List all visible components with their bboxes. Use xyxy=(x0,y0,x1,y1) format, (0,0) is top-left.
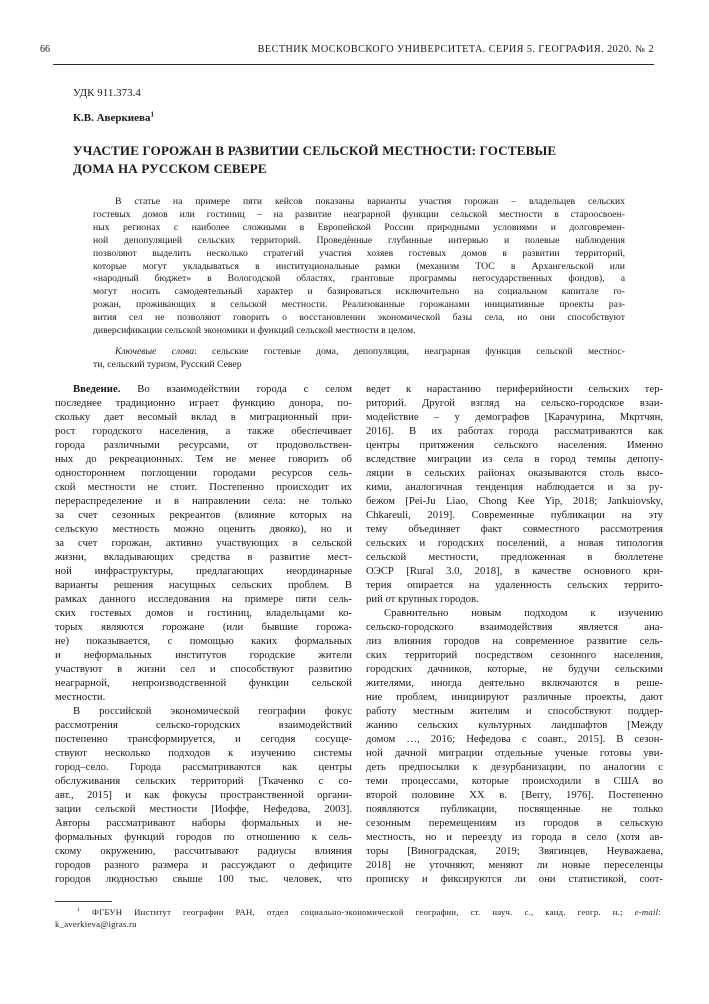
text-line: риторий. Другой взгляд на сельско-городское взаи- xyxy=(366,397,663,409)
text-segment: Ключевые слова xyxy=(115,346,195,357)
text-line: ной депопуляцией сельских территорий. Проведённые глубинные интервью и полевые наблюдения xyxy=(93,234,625,246)
text-line: В статье на примере пяти кейсов показаны варианты участия горожан – владельцев сельских xyxy=(115,196,625,207)
text-line: сельской местности, предложенная в бюллетене xyxy=(366,551,663,563)
text-line: не) показывается, с помощью каких формальных xyxy=(55,635,352,647)
text-line: участвуют в жизни сел и способствуют развитию xyxy=(55,663,352,675)
text-line: за счет горожан, активно участвующих в сельской xyxy=(55,537,352,549)
text-line: гостевых домов или гостиниц – на развитие неаграрной функции сельской местности в староосвоен- xyxy=(93,208,625,220)
body-columns xyxy=(55,382,663,886)
text-line: диверсификации сельской экономики и функций сельской местности в целом. xyxy=(93,325,416,337)
text-line: рассмотрения сельско-городских взаимодействий xyxy=(55,719,352,731)
text-line: городов разного размера и рассуждают о дефиците xyxy=(55,859,352,871)
text-line: городских дачников, которые, не будучи сельскими xyxy=(366,663,663,675)
text-segment: Введение. xyxy=(73,383,121,395)
running-head: ВЕСТНИК МОСКОВСКОГО УНИВЕРСИТЕТА. СЕРИЯ 5. ГЕОГРАФИЯ. 2020. № 2 xyxy=(257,44,654,55)
text-line: варианты решения насущных сельских проблем. В xyxy=(55,579,352,591)
text-line: вследствие миграции из села в город темпы депопу- xyxy=(366,453,663,465)
text-line: ствуют несколько подходов к изучению системы xyxy=(55,747,352,759)
text-line: ти, сельский туризм, Русский Север xyxy=(93,358,242,370)
text-line: работу местным жителям и способствуют поддер- xyxy=(366,705,663,717)
text-line: сезонным перемещениям из городов в сельскую xyxy=(366,817,663,829)
text-line: города различными ресурсами, от продовольствен- xyxy=(55,439,352,451)
text-line: лиз влияния городов на современное развитие сель- xyxy=(366,635,663,647)
title-line-2: ДОМА НА РУССКОМ СЕВЕРЕ xyxy=(73,161,267,176)
text-line: ских гостевых домов и гостиниц, владельцами ко- xyxy=(55,607,352,619)
author-footnote-mark: 1 xyxy=(150,110,155,119)
text-line: позволяют выделить несколько стратегий участия хозяев гостевых домов в развитии территорий, xyxy=(93,247,625,259)
page-header xyxy=(40,44,654,55)
text-line: ных регионах с наиболее сложными в Европейской России природными условиями и долговремен- xyxy=(93,221,625,233)
text-line: местности. xyxy=(55,691,106,703)
abstract-block xyxy=(93,196,625,338)
text-line: Сравнительно новым подходом к изучению xyxy=(384,607,663,619)
title-line-1: УЧАСТИЕ ГОРОЖАН В РАЗВИТИИ СЕЛЬСКОЙ МЕСТНОСТИ: ГОСТЕВЫЕ xyxy=(73,143,557,158)
text-line: скольку дает весомый вклад в миграционный при- xyxy=(55,411,352,423)
text-line: последнее традиционно играет функцию донора, по- xyxy=(55,397,352,409)
text-line: зации сельской местности [Иоффе, Нефедова, 2003]. xyxy=(55,803,352,815)
text-line: домом …, 2016; Нефедова с соавт., 2015]. В сезон- xyxy=(366,733,663,745)
text-line: ние проблем, инициируют различные проекты, дают xyxy=(366,691,663,703)
udc-label: УДК 911.373.4 xyxy=(73,87,141,99)
text-line: торы [Виноградская, 2019; Звягинцев, Неуважаева, xyxy=(366,845,663,857)
text-line: сельско-городского взаимодействия является ана- xyxy=(366,621,663,633)
text-line: 2018] не уточняют, меняют ли новые переселенцы xyxy=(366,859,663,871)
text-line: жителями, иногда деятельно включаются в реше- xyxy=(366,677,663,689)
text-line: вития сел не позволяют говорить о восстановлении экономической базы села, но они способствуют xyxy=(93,312,625,324)
text-line: сельских и городских поселений, а новая типология xyxy=(366,537,663,549)
text-line: город–село. Города рассматриваются как центры xyxy=(55,761,352,773)
text-line: местность, но и переезду из города в село (хотя ав- xyxy=(366,831,663,843)
text-line: центры притяжения сельского населения. Именно xyxy=(366,439,663,451)
text-line: Введение. Во взаимодействии города с селом xyxy=(73,383,352,395)
author-name: К.В. Аверкиева xyxy=(73,112,151,124)
text-line: сельскую местность можно оценить двояко), но и xyxy=(55,523,352,535)
article-title xyxy=(73,142,658,178)
text-line: прописку и фиксируются ли они статистикой, соот- xyxy=(366,873,663,885)
text-line: рамках данного исследования на примере пяти сель- xyxy=(55,593,352,605)
text-line: терия опирается на удаленность сельских террито- xyxy=(366,579,663,591)
text-line: тему объединяет факт совместного рассмотрения xyxy=(366,523,663,535)
text-line: городов людностью свыше 100 тыс. человек, что xyxy=(55,873,352,885)
text-line: ской местности не стоит. Постепенно происходит их xyxy=(55,481,352,493)
text-line: $^1$ ФГБУН Институт географии РАН, отдел социально-экономической географии, ст. науч. с., канд. геогр. н.; e-mail: xyxy=(77,907,661,917)
text-line: могут носить самодеятельный характер и базироваться исключительно на социальном капитале го- xyxy=(93,286,625,298)
text-line: жизни, вкладывающих средства в развитие мест- xyxy=(55,551,352,563)
header-rule xyxy=(53,64,654,65)
text-segment: 1 xyxy=(77,907,81,914)
body-left-column xyxy=(55,382,352,886)
text-line: жанию сельских культурных ландшафтов [Между xyxy=(366,719,663,731)
text-line: Chkareuli, 2019]. Современные публикации на эту xyxy=(366,509,663,521)
text-line: бежом [Pei-Ju Liao, Chong Kee Yip, 2018; Jankuiovsky, xyxy=(366,495,663,507)
text-line: теми процессами, которые происходили в США во xyxy=(366,775,663,787)
author-line xyxy=(73,112,154,124)
text-line: Ключевые слова: сельские гостевые дома, депопуляция, неаграрная функция сельской местнос- xyxy=(115,346,625,357)
text-line: одностороннем поглощении городами ресурсов сель- xyxy=(55,467,352,479)
text-line: неаграрной, непроизводственной функции сельской xyxy=(55,677,352,689)
text-line: торых являются горожане (или бывшие горожа- xyxy=(55,621,352,633)
text-line: ОЭСР [Rural 3.0, 2018], в качестве основного кри- xyxy=(366,565,663,577)
text-line: ных до рекреационных. Тем не менее говорить об xyxy=(55,453,352,465)
text-line: авт., 2015] и как фокусы пространственной органи- xyxy=(55,789,352,801)
text-line: рост городского населения, а также обеспечивает xyxy=(55,425,352,437)
text-line: второй половине XX в. [Berry, 1976]. Постепенно xyxy=(366,789,663,801)
text-segment: e-mail xyxy=(634,907,659,917)
footnote-block xyxy=(55,906,661,931)
text-line: модействие – у демографов [Карачурина, Мкртчян, xyxy=(366,411,663,423)
text-line: 2016]. В их работах города рассматриваются как xyxy=(366,425,663,437)
text-line: формальных функций городов по отношению к сель- xyxy=(55,831,352,843)
text-line: которые могут укладываться в институциональные рамки (механизм ТОС в Архангельской или xyxy=(93,260,625,272)
text-line: ских территорий посредством сезонного населения, xyxy=(366,649,663,661)
text-line: появляются публикации, посвященные не только xyxy=(366,803,663,815)
text-line: скому окружению, рассчитывают радиусы влияния xyxy=(55,845,352,857)
text-line: рожан, проживающих в сельской местности. Реализованные горожанами инициативные проекты раз- xyxy=(93,299,625,311)
text-line: и неформальных институтов городские жители xyxy=(55,649,352,661)
text-line: Авторы рассматривают наборы формальных и не- xyxy=(55,817,352,829)
text-line: ной дачной миграции отдельные ученые готовы уви- xyxy=(366,747,663,759)
body-right-column xyxy=(366,382,663,886)
text-line: ной инфраструктуры, предлагающих неординарные xyxy=(55,565,352,577)
text-line: В российской экономической географии фокус xyxy=(73,705,352,717)
text-line: кими, аналогичная тенденция наблюдается и за ру- xyxy=(366,481,663,493)
text-line: обслуживания сельских территорий [Ткаченко с со- xyxy=(55,775,352,787)
text-line: «народный бюджет» в Вологодской областях, грантовые программы негосударственных фондов), а xyxy=(93,273,625,285)
text-line: рий от крупных городов. xyxy=(366,593,479,605)
keywords-block xyxy=(93,346,625,372)
page-number: 66 xyxy=(40,44,50,55)
text-line: ляции в сельских районах оказываются столь высо- xyxy=(366,467,663,479)
text-line: k_averkieva@igras.ru xyxy=(55,919,137,930)
text-line: постепенно трансформируется, и сегодня сосуще- xyxy=(55,733,352,745)
text-line: за счет сезонных рекреантов (влияние которых на xyxy=(55,509,352,521)
text-line: перераспределение и в направлении села: не только xyxy=(55,495,352,507)
text-line: деть предпосылки к дезурбанизации, по аналогии с xyxy=(366,761,663,773)
text-line: ведет к нарастанию периферийности сельских тер- xyxy=(366,383,663,395)
footnote-divider xyxy=(55,901,112,902)
